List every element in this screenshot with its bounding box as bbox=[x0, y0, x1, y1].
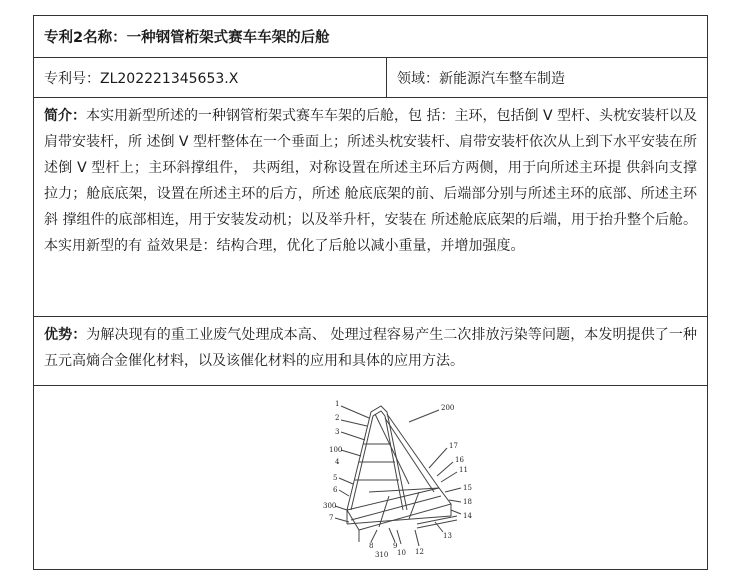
diagram-label: 300 bbox=[323, 502, 337, 510]
diagram-label: 200 bbox=[441, 404, 455, 412]
diagram-label: 18 bbox=[463, 498, 472, 506]
patent-field: 领域：新能源汽车整车制造 bbox=[397, 70, 565, 87]
patent-number: 专利号：ZL202221345653.X bbox=[34, 58, 387, 97]
diagram-label: 12 bbox=[415, 548, 424, 556]
summary-row bbox=[34, 98, 707, 317]
diagram-label: 5 bbox=[333, 474, 338, 482]
meta-row bbox=[34, 58, 707, 98]
diagram-label: 6 bbox=[333, 486, 338, 494]
advantage-cell bbox=[34, 317, 707, 380]
diagram-label: 14 bbox=[463, 512, 472, 520]
diagram-label: 11 bbox=[459, 466, 468, 474]
advantage-text: 为解决现有的重工业废气处理成本高、 处理过程容易产生二次排放污染等问题，本发明提供了一种五元高熵合金催化材料，以及该催化材料的应用和具体的应用方法。 bbox=[44, 327, 697, 369]
diagram-label: 100 bbox=[329, 446, 343, 454]
summary-label: 简介： bbox=[44, 108, 87, 124]
diagram-label: 10 bbox=[397, 549, 406, 557]
diagram-label: 1 bbox=[335, 400, 340, 408]
diagram-label: 4 bbox=[335, 458, 340, 466]
diagram-label: 8 bbox=[369, 542, 374, 550]
diagram-label: 13 bbox=[443, 532, 452, 540]
diagram-label: 310 bbox=[375, 551, 389, 559]
patent-title: 专利2名称：一种钢管桁架式赛车车架的后舱 bbox=[44, 30, 330, 46]
diagram-label: 7 bbox=[329, 514, 334, 522]
diagram-label: 16 bbox=[455, 456, 464, 464]
patent-info-table bbox=[33, 15, 708, 570]
title-row bbox=[34, 16, 707, 58]
diagram-label: 17 bbox=[449, 442, 458, 450]
summary-cell bbox=[34, 98, 707, 265]
diagram-label: 15 bbox=[463, 484, 472, 492]
diagram-label: 9 bbox=[393, 542, 398, 550]
summary-text: 本实用新型所述的一种钢管桁架式赛车车架的后舱，包 括：主环，包括倒 V 型杆、头枕安装杆以及肩带安装杆，所 述倒 V 型杆整体在一个垂面上；所述头枕安装杆、肩带安装杆依次从上到下水平安装在所述倒 V 型杆上；主环斜撑组件， 共两组，对称设置在所述主环后方两侧，用于向所述主环提 供斜向支撑拉力；舱底底架，设置在所述主环的后方，所述 舱底底架的前、后端部分别与所述主环的底部、所述主环斜 撑组件的底部相连，用于安装发动机；以及举升杆，安装在 所述舱底底架的后端，用于抬升整个后舱。本实用新型的有 益效果是：结构合理，优化了后舱以减小重量，并增加强度。 bbox=[44, 108, 697, 254]
diagram-label: 2 bbox=[335, 414, 340, 422]
advantage-label: 优势： bbox=[44, 327, 87, 343]
advantage-row bbox=[34, 317, 707, 386]
frame-diagram bbox=[289, 392, 489, 562]
diagram-label: 3 bbox=[335, 428, 340, 436]
diagram-row bbox=[34, 386, 707, 569]
